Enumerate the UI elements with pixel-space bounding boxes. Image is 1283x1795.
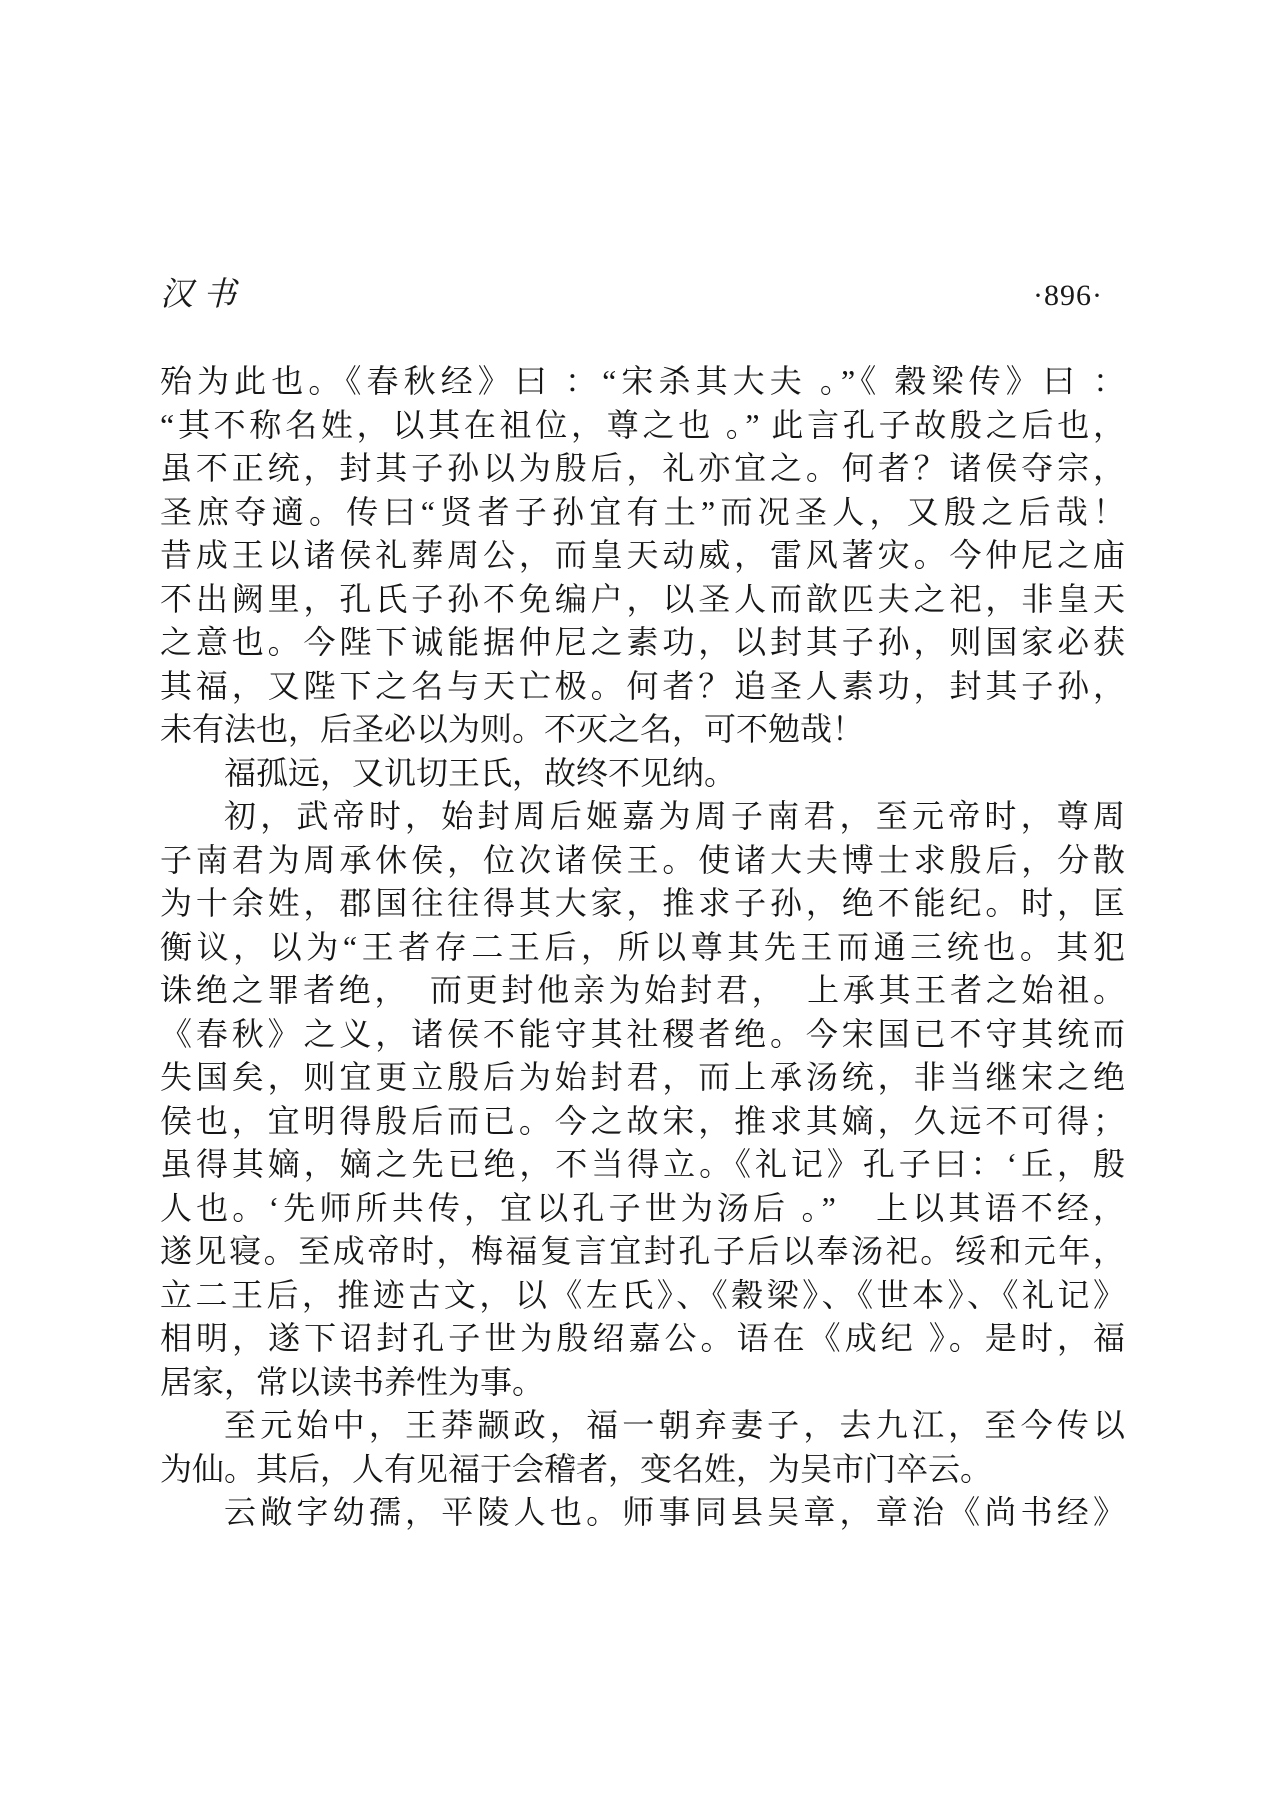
text-line: 子南君为周承休侯，位次诸侯王。使诸大夫博士求殷后，分散 bbox=[160, 841, 1125, 878]
text-line: 《春秋》之义，诸侯不能守其社稷者绝。今宋国已不守其统而 bbox=[160, 1015, 1125, 1052]
text-line: “其不称名姓，以其在祖位，尊之也 。” 此言孔子故殷之后也， bbox=[160, 406, 1125, 443]
text-line: 圣庶夺適。传曰“贤者子孙宜有土”而况圣人，又殷之后哉！ bbox=[160, 493, 1125, 530]
text-line: 其福，又陛下之名与天亡极。何者？追圣人素功，封其子孙， bbox=[160, 667, 1125, 704]
text-line: 初，武帝时，始封周后姬嘉为周子南君，至元帝时，尊周 bbox=[224, 798, 1125, 834]
text-line: 昔成王以诸侯礼葬周公，而皇天动威，雷风著灾。今仲尼之庙 bbox=[160, 537, 1125, 573]
page-number: ·896· bbox=[1033, 279, 1103, 312]
text-line: 为仙。其后，人有见福于会稽者，变名姓，为吴市门卒云。 bbox=[160, 1450, 993, 1487]
text-line: 福孤远，又讥切王氏，故终不见纳。 bbox=[224, 754, 737, 791]
text-line: 未有法也，后圣必以为则。不灭之名，可不勉哉！ bbox=[160, 711, 865, 747]
text-line: 相明，遂下诏封孔子世为殷绍嘉公。语在《成纪 》。是时，福 bbox=[160, 1320, 1125, 1356]
text-line: 诛绝之罪者绝， 而更封他亲为始封君， 上承其王者之始祖。 bbox=[160, 972, 1125, 1008]
text-line: 不出阙里，孔氏子孙不免编户，以圣人而歆匹夫之祀，非皇天 bbox=[160, 580, 1125, 617]
text-line: 遂见寝。至成帝时，梅福复言宜封孔子后以奉汤祀。绥和元年， bbox=[160, 1233, 1125, 1269]
text-line: 居家，常以读书养性为事。 bbox=[160, 1363, 545, 1400]
text-body bbox=[160, 360, 1125, 1535]
text-line: 至元始中，王莽颛政，福一朝弃妻子，去九江，至今传以 bbox=[224, 1407, 1125, 1443]
text-line: 殆为此也。《春秋经》曰 ：“宋杀其大夫 。”《 穀梁传》曰 ： bbox=[160, 363, 1125, 399]
text-line: 虽得其嫡，嫡之先已绝，不当得立。《礼记》孔子曰：‘丘，殷 bbox=[160, 1146, 1125, 1182]
text-line: 虽不正统，封其子孙以为殷后，礼亦宜之。何者？诸侯夺宗， bbox=[160, 450, 1125, 486]
text-line: 立二王后，推迹古文，以《左氏》、《穀梁》、《世本》、《礼记》 bbox=[160, 1276, 1125, 1313]
text-line: 人也。‘先师所共传，宜以孔子世为汤后 。” 上以其语不经， bbox=[160, 1189, 1125, 1226]
text-line: 为十余姓，郡国往往得其大家，推求子孙，绝不能纪。时，匡 bbox=[160, 885, 1125, 921]
text-line: 衡议，以为“王者存二王后，所以尊其先王而通三统也。其犯 bbox=[160, 928, 1125, 965]
text-line: 侯也，宜明得殷后而已。今之故宋，推求其嫡，久远不可得； bbox=[160, 1102, 1125, 1139]
book-title: 汉书 bbox=[160, 277, 246, 313]
text-line: 之意也。今陛下诚能据仲尼之素功，以封其子孙，则国家必获 bbox=[160, 624, 1125, 660]
text-line: 失国矣，则宜更立殷后为始封君，而上承汤统，非当继宋之绝 bbox=[160, 1059, 1125, 1095]
page-header bbox=[160, 268, 1125, 315]
text-line: 云敞字幼孺，平陵人也。师事同县吴章，章治《尚书经》 bbox=[224, 1494, 1125, 1530]
